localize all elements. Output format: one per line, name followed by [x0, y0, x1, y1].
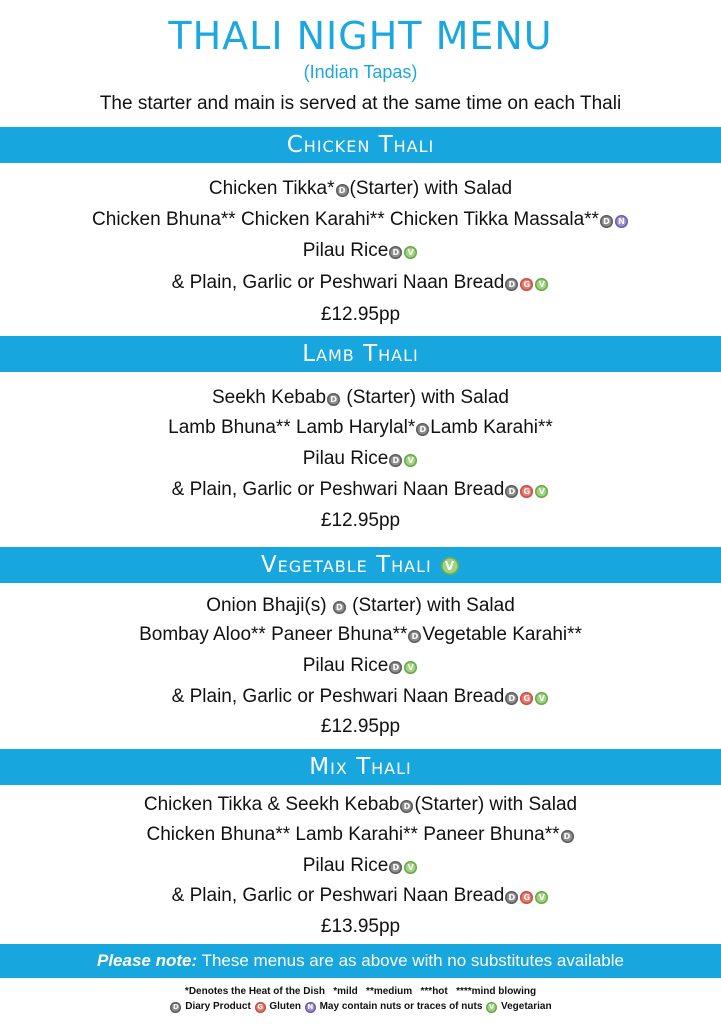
- menu-subtitle: (Indian Tapas): [303, 62, 418, 82]
- vegetarian-icon: V: [535, 485, 548, 498]
- diary-icon: D: [327, 393, 340, 406]
- bread-text: & Plain, Garlic or Peshwari Naan Bread: [171, 885, 505, 906]
- chicken-thali-mains: [0, 207, 721, 233]
- note-text: These menus are as above with no substitutes available: [197, 951, 624, 970]
- diary-icon: D: [408, 630, 421, 643]
- diary-icon: D: [416, 423, 429, 436]
- gluten-icon: G: [255, 1002, 266, 1013]
- mix-thali-title: Mix Thali: [309, 754, 412, 780]
- diary-icon: D: [389, 661, 402, 674]
- nuts-icon: N: [305, 1002, 316, 1013]
- chicken-thali-header: [0, 127, 721, 163]
- rice-text: Pilau Rice: [302, 655, 389, 676]
- diary-icon: D: [505, 485, 518, 498]
- menu-title: THALI NIGHT MENU: [168, 14, 553, 58]
- vegetable-thali-starter: [0, 593, 721, 619]
- mains-text-a: Bombay Aloo** Paneer Bhuna**: [139, 624, 408, 645]
- vegetarian-icon: V: [535, 278, 548, 291]
- diary-icon: D: [389, 246, 402, 259]
- lamb-thali-header: [0, 336, 721, 372]
- diary-icon: D: [505, 891, 518, 904]
- vegetarian-icon: V: [404, 246, 417, 259]
- vegetarian-icon: V: [535, 692, 548, 705]
- nuts-icon: N: [615, 215, 628, 228]
- lamb-thali-rice: [0, 446, 721, 472]
- legend-gluten: Gluten: [269, 1001, 302, 1012]
- gluten-icon: G: [520, 692, 533, 705]
- mix-thali-header: [0, 749, 721, 785]
- vegetable-thali-title: Vegetable Thali: [260, 552, 432, 578]
- rice-text: Pilau Rice: [302, 855, 389, 876]
- mix-thali-bread: [0, 883, 721, 909]
- diary-icon: D: [400, 800, 413, 813]
- mains-text-a: Lamb Bhuna** Lamb Harylal*: [168, 417, 416, 438]
- starter-dish: Seekh Kebab: [212, 387, 327, 408]
- diary-icon: D: [333, 601, 346, 614]
- vegetarian-icon: V: [404, 661, 417, 674]
- starter-dish: Onion Bhaji(s): [206, 595, 327, 616]
- rice-text: Pilau Rice: [302, 448, 389, 469]
- vegetable-thali-price: £12.95pp: [320, 716, 401, 737]
- lamb-thali-mains: [0, 415, 721, 441]
- vegetable-thali-rice: [0, 653, 721, 679]
- mains-text: Chicken Bhuna** Chicken Karahi** Chicken Tikka Massala**: [92, 209, 599, 230]
- menu-intro: The starter and main is served at the same time on each Thali: [99, 93, 622, 114]
- vegetable-thali-mains: [0, 622, 721, 648]
- mix-thali-rice: [0, 853, 721, 879]
- starter-suffix: (Starter) with Salad: [349, 178, 513, 199]
- bread-text: & Plain, Garlic or Peshwari Naan Bread: [171, 479, 505, 500]
- vegetable-thali-bread: [0, 684, 721, 710]
- mains-text-b: Vegetable Karahi**: [422, 624, 582, 645]
- starter-dish: Chicken Tikka & Seekh Kebab: [143, 794, 400, 815]
- lamb-thali-title: Lamb Thali: [302, 341, 419, 367]
- mix-thali-mains: [0, 822, 721, 848]
- gluten-icon: G: [520, 278, 533, 291]
- vegetarian-icon: V: [404, 861, 417, 874]
- mains-text: Chicken Bhuna** Lamb Karahi** Paneer Bhuna**: [146, 824, 560, 845]
- chicken-thali-rice: [0, 238, 721, 264]
- vegetarian-icon: V: [535, 891, 548, 904]
- mains-text-b: Lamb Karahi**: [430, 417, 553, 438]
- legend-nuts: May contain nuts or traces of nuts: [319, 1001, 483, 1012]
- bread-text: & Plain, Garlic or Peshwari Naan Bread: [171, 686, 505, 707]
- mix-thali-starter: [0, 792, 721, 818]
- starter-suffix: (Starter) with Salad: [346, 387, 509, 408]
- diary-icon: D: [389, 861, 402, 874]
- diary-icon: D: [170, 1002, 181, 1013]
- mix-thali-price: £13.95pp: [320, 916, 401, 937]
- gluten-icon: G: [520, 891, 533, 904]
- lamb-thali-bread: [0, 477, 721, 503]
- vegetarian-icon: V: [404, 454, 417, 467]
- vegetable-thali-header: [0, 547, 721, 583]
- diary-icon: D: [389, 454, 402, 467]
- lamb-thali-price: £12.95pp: [320, 510, 401, 531]
- note-label: Please note:: [97, 951, 198, 970]
- lamb-thali-starter: [0, 385, 721, 411]
- diary-icon: D: [600, 215, 613, 228]
- diary-icon: D: [561, 830, 574, 843]
- vegetarian-icon: V: [486, 1002, 497, 1013]
- gluten-icon: G: [520, 485, 533, 498]
- chicken-thali-starter: [0, 176, 721, 202]
- starter-dish: Chicken Tikka*: [208, 178, 335, 199]
- diary-icon: D: [505, 692, 518, 705]
- rice-text: Pilau Rice: [302, 240, 389, 261]
- chicken-thali-title: Chicken Thali: [286, 132, 435, 158]
- chicken-thali-bread: [0, 270, 721, 296]
- starter-suffix: (Starter) with Salad: [414, 794, 578, 815]
- diary-icon: D: [336, 184, 349, 197]
- vegetarian-icon: V: [441, 557, 459, 575]
- legend-vegetarian: Vegetarian: [500, 1001, 552, 1012]
- starter-suffix: (Starter) with Salad: [352, 595, 515, 616]
- diary-icon: D: [505, 278, 518, 291]
- bread-text: & Plain, Garlic or Peshwari Naan Bread: [171, 272, 505, 293]
- allergen-legend: [0, 1000, 721, 1014]
- legend-diary: Diary Product: [185, 1001, 251, 1012]
- substitutes-note: [0, 944, 721, 978]
- chicken-thali-price: £12.95pp: [320, 304, 401, 325]
- heat-legend: *Denotes the Heat of the Dish *mild **medium ***hot ****mind blowing: [184, 986, 537, 997]
